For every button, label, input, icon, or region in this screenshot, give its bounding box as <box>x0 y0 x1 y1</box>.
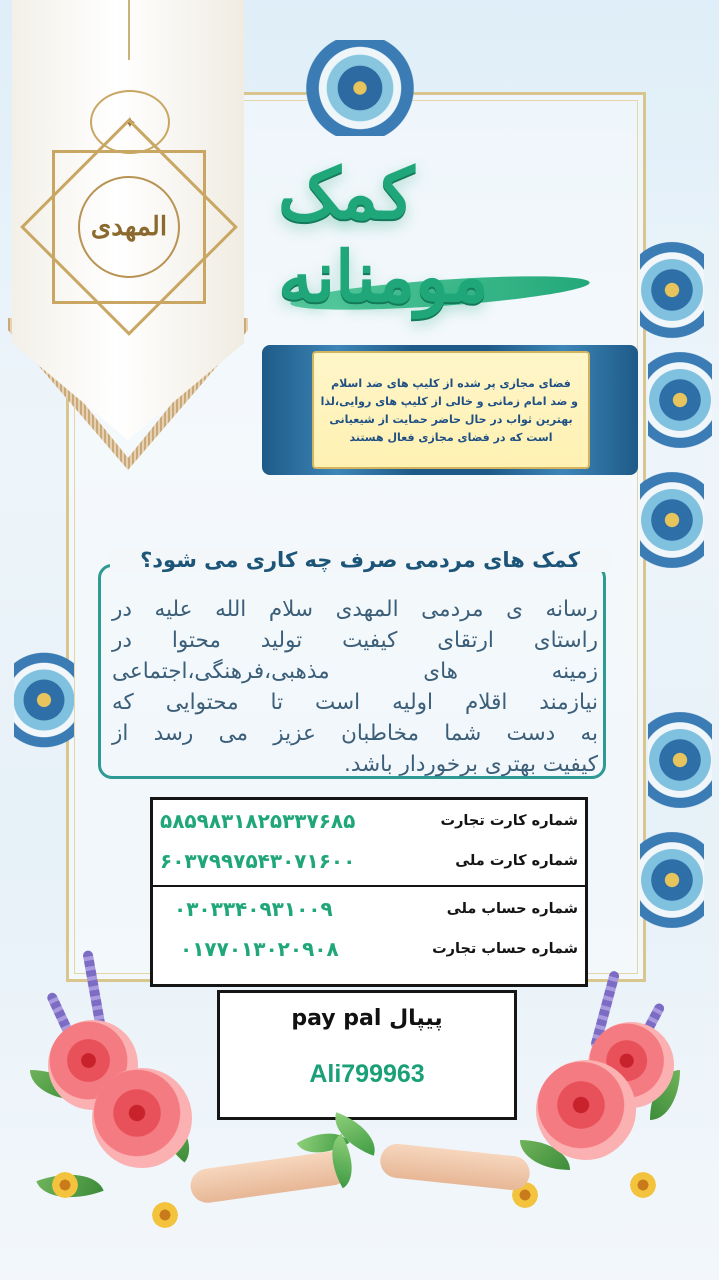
article-line: راستای ارتقای کیفیت تولید محتوا در <box>112 628 598 653</box>
account-row <box>160 846 578 876</box>
banner-medallion-icon: ✦ <box>90 90 170 154</box>
ornament-icon <box>14 640 74 760</box>
intro-plaque <box>312 351 590 469</box>
left-hand-icon <box>188 1149 351 1205</box>
ornament-icon <box>640 230 704 350</box>
rose-icon <box>92 1068 192 1168</box>
account-number[interactable]: ۵۸۵۹۸۳۱۸۲۵۳۳۷۶۸۵ <box>160 809 356 833</box>
ornament-icon <box>648 700 712 820</box>
yellow-flower-icon <box>50 1170 80 1200</box>
intro-line: است که در فضای مجازی فعال هستند <box>349 430 553 444</box>
article-line: رسانه ی مردمی المهدی سلام الله علیه در <box>112 597 598 622</box>
ornament-icon <box>648 340 712 460</box>
article-line: به دست شما مخاطبان عزیز می رسد از <box>112 721 598 746</box>
ornament-icon <box>640 460 704 580</box>
right-hand-icon <box>379 1142 532 1191</box>
account-row <box>160 806 578 836</box>
paypal-id[interactable]: Ali799963 <box>309 1060 425 1088</box>
paypal-title: پیپال pay pal <box>291 1006 443 1031</box>
yellow-flower-icon <box>628 1170 658 1200</box>
account-label: شماره حساب تجارت <box>432 941 578 957</box>
page-title: کمک مومنانه <box>278 152 489 318</box>
account-number[interactable]: ۶۰۳۷۹۹۷۵۴۳۰۷۱۶۰۰ <box>160 849 356 873</box>
ornament-icon <box>640 820 704 940</box>
article-heading: کمک های مردمی صرف چه کاری می شود؟ <box>110 548 610 572</box>
banner-emblem <box>78 176 180 278</box>
account-row <box>160 934 578 964</box>
yellow-flower-icon <box>150 1200 180 1230</box>
account-label: شماره حساب ملی <box>446 901 578 917</box>
article-line: زمینه های مذهبی،فرهنگی،اجتماعی <box>112 659 598 684</box>
account-label: شماره کارت تجارت <box>440 813 578 829</box>
banner-rod <box>128 0 130 60</box>
account-divider <box>150 885 588 887</box>
account-label: شماره کارت ملی <box>455 853 578 869</box>
top-ornament-icon <box>298 40 422 136</box>
banner-emblem-text: المهدی <box>90 212 168 242</box>
account-number[interactable]: ۰۳۰۳۳۴۰۹۳۱۰۰۹ <box>174 897 333 921</box>
intro-line: بهترین ثواب در حال حاضر حمایت از شیعیانی <box>329 412 573 426</box>
intro-line: و ضد امام زمانی و خالی از کلیپ های روایی،لذا <box>320 394 578 408</box>
article-line: کیفیت بهتری برخوردار باشد. <box>343 752 598 777</box>
article-line: نیازمند اقلام اولیه است تا محتوایی که <box>112 690 598 715</box>
account-row <box>160 894 578 924</box>
intro-line: فضای مجازی پر شده از کلیپ های ضد اسلام <box>331 376 571 390</box>
rose-icon <box>536 1060 636 1160</box>
account-number[interactable]: ۰۱۷۷۰۱۳۰۲۰۹۰۸ <box>180 937 339 961</box>
article-text <box>112 594 598 780</box>
